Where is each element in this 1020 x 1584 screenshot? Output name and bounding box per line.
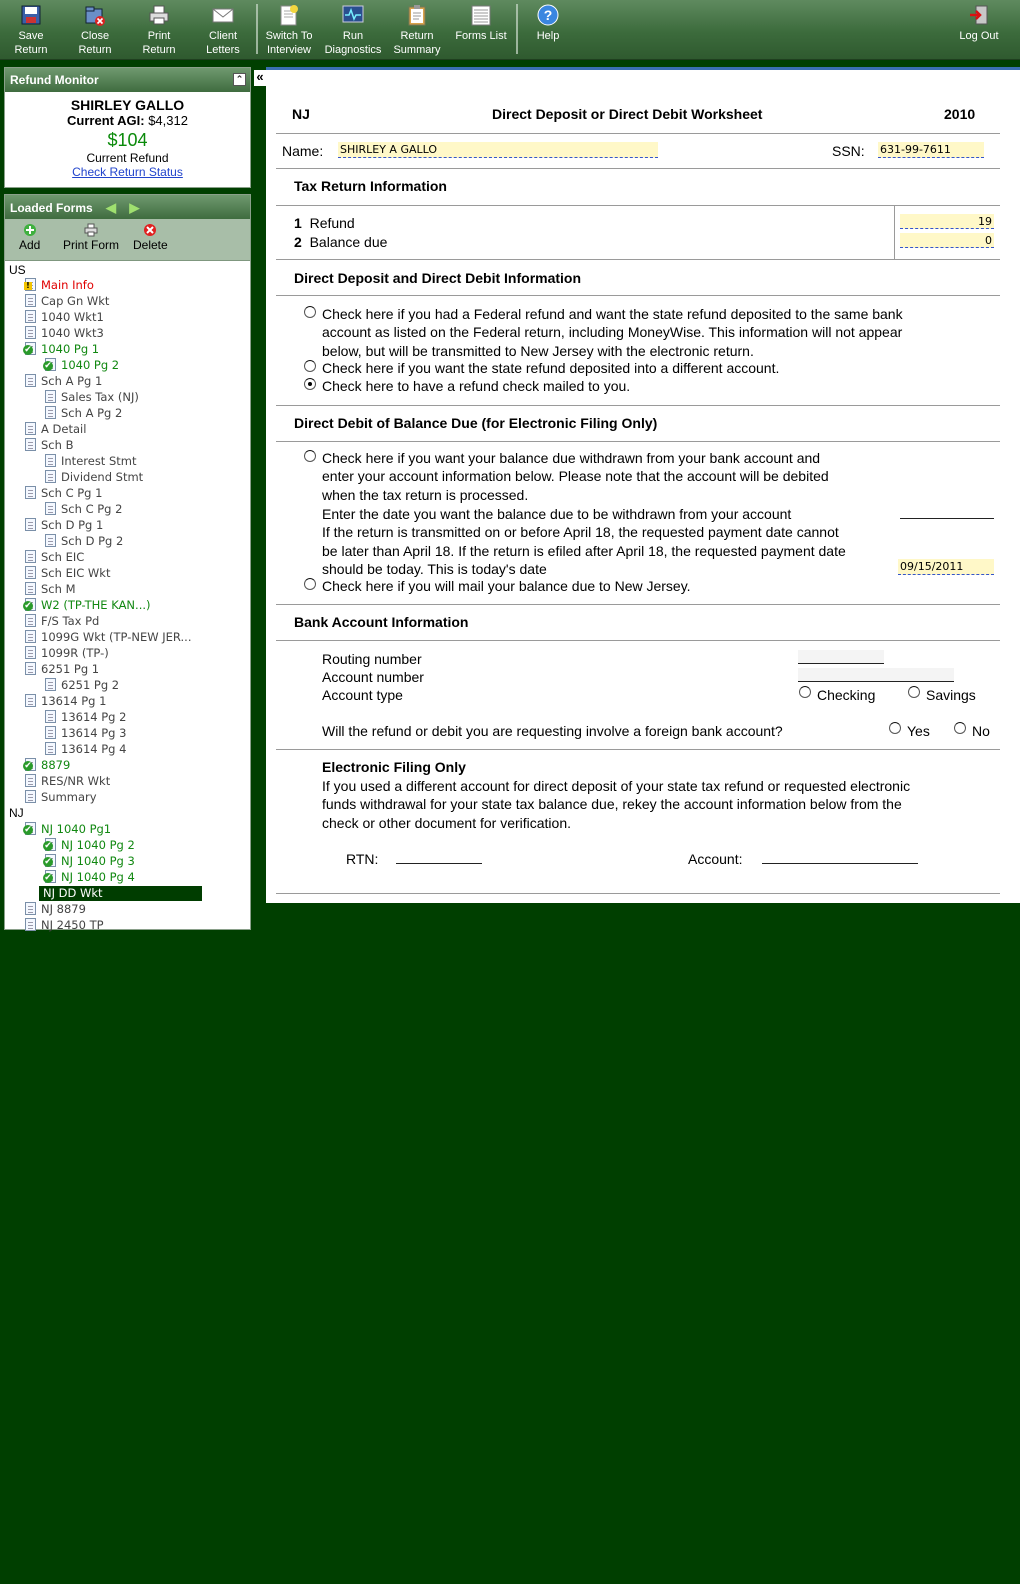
loaded-forms-toolbar [5,219,250,261]
form-icon [25,310,36,323]
log-out-button[interactable]: Log Out [948,2,1010,58]
no-label: No [972,723,990,739]
form-icon [45,470,56,483]
account-number-field[interactable] [798,668,954,682]
divider [276,640,1000,641]
form-icon [45,502,56,515]
tree-item[interactable]: RES/NR Wkt [25,774,110,789]
form-title: Direct Deposit or Direct Debit Worksheet [492,106,763,122]
envelope-icon [212,4,234,26]
form-icon [25,614,36,627]
tree-item[interactable]: Sch EIC Wkt [25,566,110,581]
rtn-label: RTN: [346,851,379,867]
debit-line5: If the return is transmitted on or before April 18, the requested payment date cannot [322,524,839,540]
debit-line1: Check here if you want your balance due withdrawn from your bank account and [322,450,821,466]
main-toolbar [0,0,1020,60]
close-return-icon [84,4,106,26]
delete-form-button[interactable]: Delete [133,223,168,252]
tree-item[interactable]: 6251 Pg 2 [45,678,119,693]
tree-item[interactable]: Sch B [25,438,73,453]
form-icon [25,326,36,339]
withdraw-balance-radio[interactable] [304,450,316,462]
direct-deposit-heading: Direct Deposit and Direct Debit Information [294,270,582,286]
form-icon [25,694,36,707]
form-icon [45,406,56,419]
efile-heading: Electronic Filing Only [322,759,466,775]
dd-option1-line2: account as listed on the Federal return, including MoneyWise. This information will not appear [322,324,903,340]
today-date-field[interactable]: 09/15/2011 [898,559,994,575]
foreign-account-question: Will the refund or debit you are requesting involve a foreign bank account? [322,723,783,739]
dd-option3: Check here to have a refund check mailed to you. [322,378,631,394]
save-icon [20,4,42,26]
tree-item[interactable]: Sch D Pg 2 [45,534,123,549]
rtn-field[interactable] [396,850,482,864]
add-icon [23,223,37,237]
refund-monitor-panel [4,67,251,188]
form-icon [25,374,36,387]
tree-group-us[interactable]: US [9,263,26,277]
different-account-radio[interactable] [304,360,316,372]
client-letters-button[interactable]: Client Letters [192,2,254,58]
form-complete-icon [25,758,36,771]
refund-monitor-title: Refund Monitor [10,73,99,87]
savings-radio[interactable] [908,686,920,698]
add-form-button[interactable]: Add [19,223,40,252]
arrow-left-icon[interactable]: ◀ [106,200,117,215]
divider [276,205,1000,206]
divider [276,893,1000,894]
tax-info-heading: Tax Return Information [294,178,447,194]
debit-mail-option: Check here if you will mail your balance due to New Jersey. [322,578,691,594]
tree-item[interactable]: ✔W2 (TP-THE KAN...) [25,598,151,613]
form-complete-icon [25,598,36,611]
divider [276,168,1000,169]
debit-line4: Enter the date you want the balance due to be withdrawn from your account [322,506,792,522]
loaded-forms-header [5,195,250,219]
printer-icon [84,223,98,237]
form-icon [45,742,56,755]
line2: 2 Balance due [294,234,388,250]
run-diagnostics-button[interactable]: Run Diagnostics [322,2,384,58]
printer-icon [148,4,170,26]
mail-balance-radio[interactable] [304,578,316,590]
foreign-no-radio[interactable] [954,722,966,734]
refund-amount-field[interactable]: 19 [900,214,994,229]
tree-item[interactable]: ✔NJ 1040 Pg 4 [45,870,135,885]
tree-item[interactable]: ✔1040 Pg 2 [45,358,119,373]
client-name: SHIRLEY GALLO [70,97,185,113]
svg-text:?: ? [543,7,553,23]
divider [276,133,1000,134]
form-icon [25,422,36,435]
tree-item-main-info[interactable]: !Main Info [25,278,94,293]
ssn-label: SSN: [832,143,865,159]
tree-item[interactable]: ✔8879 [25,758,70,773]
form-icon [45,390,56,403]
bank-account-heading: Bank Account Information [294,614,469,630]
form-icon [25,774,36,787]
form-icon [45,454,56,467]
name-field[interactable]: SHIRLEY A GALLO [338,142,658,158]
diagnostics-icon [342,4,364,26]
tree-item[interactable]: 13614 Pg 3 [45,726,126,741]
form-complete-icon [45,854,56,867]
tree-item[interactable]: ✔NJ 1040 Pg 2 [45,838,135,853]
forms-list-button[interactable]: Forms List [450,2,512,58]
account-label: Account number [322,669,424,685]
debit-line3: when the tax return is processed. [322,487,529,503]
tree-item[interactable]: 1099R (TP-) [25,646,109,661]
list-icon [470,4,492,26]
account-type-label: Account type [322,687,403,703]
arrow-right-icon[interactable]: ▶ [129,200,140,215]
line1: 1 Refund [294,215,355,231]
form-complete-icon [45,358,56,371]
tree-item[interactable]: 13614 Pg 4 [45,742,126,757]
divider [276,259,1000,260]
divider [894,205,895,259]
routing-label: Routing number [322,651,422,667]
collapse-up-icon[interactable]: ⌃ [233,73,246,86]
close-return-button[interactable]: Close Return [64,2,126,58]
tree-item[interactable]: Dividend Stmt [45,470,143,485]
loaded-forms-title: Loaded Forms [10,201,93,215]
form-icon [25,294,36,307]
form-icon [25,518,36,531]
tree-item[interactable]: F/S Tax Pd [25,614,99,629]
tree-item[interactable]: 6251 Pg 1 [25,662,99,677]
yes-label: Yes [907,723,930,739]
divider [276,295,1000,296]
debit-line6: be later than April 18. If the return is efiled after April 18, the requested payment date [322,543,846,559]
form-icon [25,566,36,579]
tree-item[interactable]: Sch EIC [25,550,84,565]
dd-option1-line3: below, but will be transmitted to New Jersey with the electronic return. [322,343,754,359]
interview-icon [278,4,300,26]
clipboard-icon [406,4,428,26]
nj-dd-worksheet [266,67,1020,903]
refund-monitor-header [5,68,250,92]
dd-option1-line1: Check here if you had a Federal refund and want the state refund deposited to the same bank [322,306,903,322]
tree-item[interactable]: Sch A Pg 1 [25,374,102,389]
direct-debit-heading: Direct Debit of Balance Due (for Electronic Filing Only) [294,415,658,431]
form-icon [25,438,36,451]
loaded-forms-panel [4,194,251,930]
save-return-button[interactable]: Save Return [0,2,62,58]
tree-item[interactable]: ✔NJ 1040 Pg1 [25,822,111,837]
dd-option2: Check here if you want the state refund deposited into a different account. [322,360,780,376]
same-as-federal-radio[interactable] [304,306,316,318]
form-icon [45,678,56,691]
form-icon [25,790,36,803]
collapse-sidebar-icon[interactable]: « [254,70,266,86]
form-icon [45,534,56,547]
tree-item[interactable]: Cap Gn Wkt [25,294,109,309]
debit-line7: should be today. This is today's date [322,561,547,577]
form-complete-icon [25,342,36,355]
checking-label: Checking [817,687,876,703]
form-icon [45,726,56,739]
form-complete-icon [45,870,56,883]
form-complete-icon [25,822,36,835]
divider [276,604,1000,605]
help-button[interactable]: ? Help [517,2,579,58]
divider [276,405,1000,406]
tree-group-nj[interactable]: NJ [9,806,24,820]
form-icon [25,646,36,659]
efile-line2: funds withdrawal for your state tax balance due, rekey the account information below from the [322,796,902,812]
refund-amount: $104 [107,130,148,150]
print-return-button[interactable]: Print Return [128,2,190,58]
efile-line3: check or other document for verification. [322,815,572,831]
routing-number-field[interactable] [798,650,884,664]
tree-item[interactable]: 13614 Pg 1 [25,694,106,709]
return-summary-button[interactable]: Return Summary [386,2,448,58]
tree-item[interactable]: Sch A Pg 2 [45,406,122,421]
switch-to-interview-button[interactable]: Switch To Interview [258,2,320,58]
form-icon [25,662,36,675]
check-return-status-link[interactable]: Check Return Status [72,165,183,179]
checking-radio[interactable] [799,686,811,698]
account-verify-field[interactable] [762,850,918,864]
print-form-button[interactable]: Print Form [63,223,119,252]
form-icon [25,918,36,931]
account-verify-label: Account: [688,851,743,867]
tree-item-selected[interactable]: NJ DD Wkt [39,886,202,901]
tree-item[interactable]: Sch D Pg 1 [25,518,103,533]
tree-item[interactable]: Summary [25,790,97,805]
form-icon [25,550,36,563]
tree-item[interactable]: Sch C Pg 2 [45,502,122,517]
tree-item[interactable]: ✔NJ 1040 Pg 3 [45,854,135,869]
tree-item[interactable]: Sch C Pg 1 [25,486,102,501]
form-icon [25,486,36,499]
tree-item[interactable]: NJ 2450 TP [25,918,104,933]
help-icon [537,4,559,26]
form-complete-icon [45,838,56,851]
form-warning-icon [25,278,36,291]
tree-item[interactable]: Sales Tax (NJ) [45,390,139,405]
refund-label: Current Refund [86,151,169,165]
delete-icon [143,223,157,237]
savings-label: Savings [926,687,976,703]
tree-item[interactable]: NJ 8879 [25,902,86,917]
balance-due-field[interactable]: 0 [900,233,994,248]
tree-item[interactable]: Sch M [25,582,76,597]
foreign-yes-radio[interactable] [889,722,901,734]
form-year: 2010 [944,106,976,122]
tree-item[interactable]: 1040 Wkt1 [25,310,104,325]
tree-item[interactable]: ✔1040 Pg 1 [25,342,99,357]
tree-item[interactable]: 13614 Pg 2 [45,710,126,725]
withdrawal-date-field[interactable] [900,505,994,519]
form-icon [25,902,36,915]
form-icon [45,710,56,723]
current-agi: Current AGI: $4,312 [67,113,188,128]
refund-check-radio[interactable] [304,378,316,390]
form-state: NJ [292,106,310,122]
tree-item[interactable]: Interest Stmt [45,454,137,469]
divider [276,441,1000,442]
divider [276,749,1000,750]
efile-line1: If you used a different account for direct deposit of your state tax refund or requested electronic [322,778,911,794]
ssn-field[interactable]: 631-99-7611 [878,142,984,158]
debit-line2: enter your account information below. Please note that the account will be debited [322,468,829,484]
form-icon [25,630,36,643]
log-out-icon [968,4,990,26]
tree-item[interactable]: A Detail [25,422,86,437]
tree-item[interactable]: 1099G Wkt (TP-NEW JER... [25,630,191,645]
tree-item[interactable]: 1040 Wkt3 [25,326,104,341]
name-label: Name: [282,143,324,159]
form-icon [25,582,36,595]
